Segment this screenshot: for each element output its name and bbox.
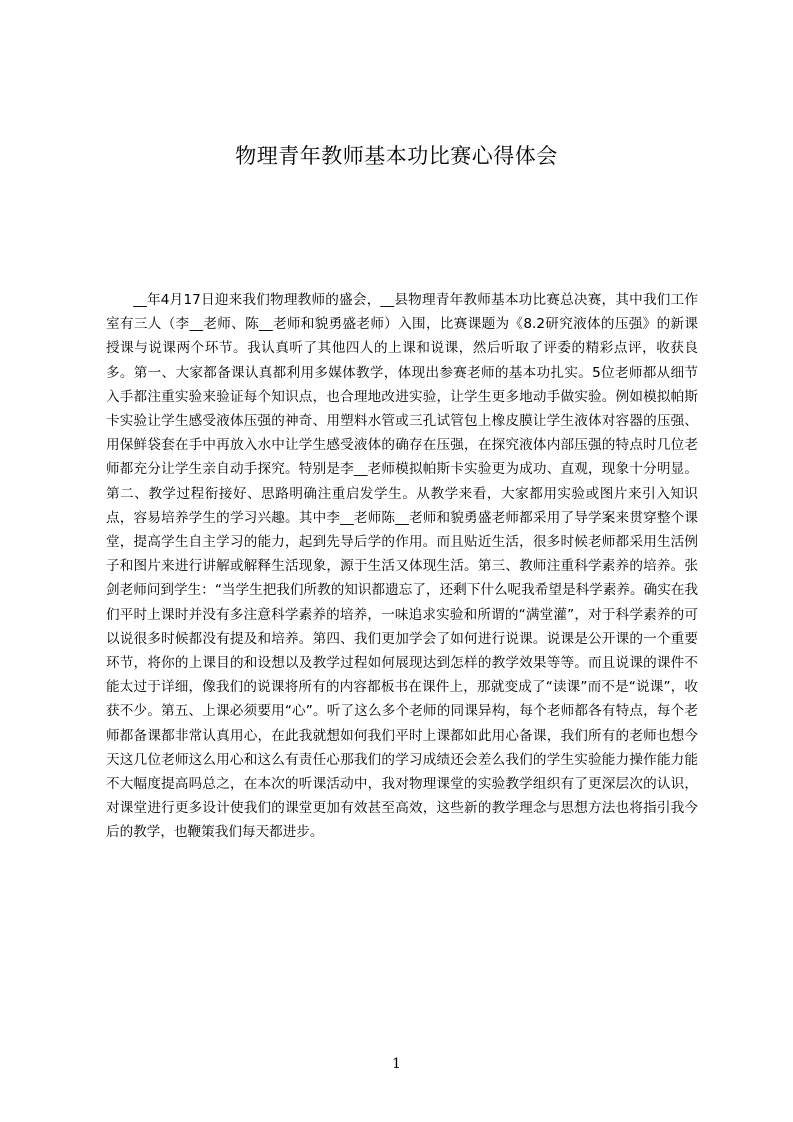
page-number: 1 — [392, 1056, 401, 1072]
body-paragraph: __年4月17日迎来我们物理教师的盛会，__县物理青年教师基本功比赛总决赛，其中我们工作室有三人（李__老师、陈__老师和貌勇盛老师）入围，比赛课题为《8.2研究液体的压强》的新课授课与说课两个环节。我认真听了其他四人的上课和说课，然后听取了评委的精彩点评，收获良多。第一、大家都备课认真都利用多媒体教学，体现出参赛老师的基本功扎实。5位老师都从细节入手都注重实验来验证每个知识点，也合理地改进实验，让学生更多地动手做实验。例如模拟帕斯卡实验让学生感受液体压强的神奇、用塑料水管或三孔试管包上橡皮膜让学生液体对容器的压强、用保鲜袋套在手中再放入水中让学生感受液体的确存在压强，在探究液体内部压强的特点时几位老师都充分让学生亲自动手探究。特别是李__老师模拟帕斯卡实验更为成功、直观，现象十分明显。第二、教学过程衔接好、思路明确注重启发学生。从教学来看，大家都用实验或图片来引入知识点，容易培养学生的学习兴趣。其中李__老师陈__老师和貌勇盛老师都采用了导学案来贯穿整个课堂，提高学生自主学习的能力，起到先导后学的作用。而且贴近生活，很多时候老师都采用生活例子和图片来进行讲解或解释生活现象，源于生活又体现生活。第三、教师注重科学素养的培养。张剑老师问到学生：“当学生把我们所教的知识都遗忘了，还剩下什么呢我希望是科学素养。确实在我们平时上课时并没有多注意科学素养的培养，一味追求实验和所谓的“满堂灌”，对于科学素养的可以说很多时候都没有提及和培养。第四、我们更加学会了如何进行说课。说课是公开课的一个重要环节，将你的上课目的和设想以及教学过程如何展现达到怎样的教学效果等等。而且说课的课件不能太过于详细，像我们的说课将所有的内容都板书在课件上，那就变成了“读课”而不是“说课”，收获不少。第五、上课必须要用“心”。听了这么多个老师的同课异构，每个老师都各有特点，每个老师都备课都非常认真用心，在此我就想如何我们平时上课都如此用心备课，我们所有的老师也想今天这几位老师这么用心和这么有责任心那我们的学习成绩还会差么我们的学生实验能力操作能力能不大幅度提高吗总之，在本次的听课活动中，我对物理课堂的实验教学组织有了更深层次的认识，对课堂进行更多设计使我们的课堂更加有效甚至高效，这些新的教学理念与思想方法也将指引我今后的教学，也鞭策我们每天都进步。 — [106, 292, 698, 841]
document-title: 物理青年教师基本功比赛心得体会 — [235, 144, 558, 168]
